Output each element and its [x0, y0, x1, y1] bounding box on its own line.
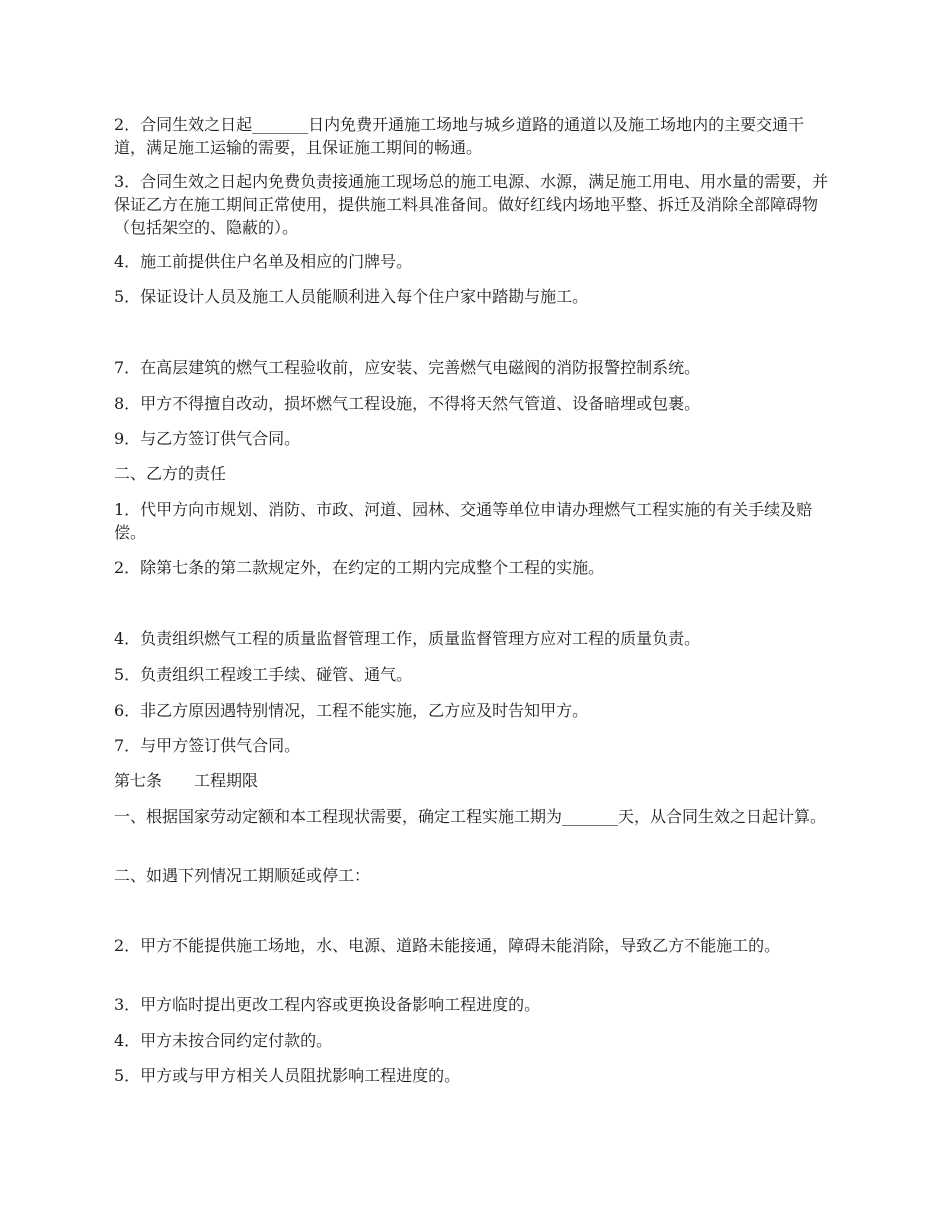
article-heading-seven: 第七条 工程期限 — [114, 771, 259, 790]
paragraph-party-a-duty-3: 3．合同生效之日起内免费负责接通施工现场总的施工电源、水源，满足施工用电、用水量的需要，并保证乙方在施工期间正常使用，提供施工料具准备间。做好红线内场地平整、拆迁及消除全部障碍物（包括架空的、隐蔽的）。 — [114, 172, 829, 237]
paragraph-party-b-duty-6: 6．非乙方原因遇特别情况，工程不能实施，乙方应及时告知甲方。 — [114, 701, 589, 720]
paragraph-party-a-duty-4: 4．施工前提供住户名单及相应的门牌号。 — [114, 252, 413, 271]
paragraph-term-2: 二、如遇下列情况工期顺延或停工： — [114, 866, 371, 885]
paragraph-party-b-duty-2: 2．除第七条的第二款规定外，在约定的工期内完成整个工程的实施。 — [114, 558, 605, 577]
paragraph-party-a-duty-9: 9．与乙方签订供气合同。 — [114, 429, 301, 448]
paragraph-party-a-duty-2: 2．合同生效之日起_______日内免费开通施工场地与城乡道路的通道以及施工场地内的主要交通干道，满足施工运输的需要，且保证施工期间的畅通。 — [114, 115, 805, 157]
paragraph-party-b-duty-5: 5．负责组织工程竣工手续、碰管、通气。 — [114, 665, 413, 684]
paragraph-party-b-duty-1: 1．代甲方向市规划、消防、市政、河道、园林、交通等单位申请办理燃气工程实施的有关手续及赔偿。 — [114, 500, 813, 542]
paragraph-term-1: 一、根据国家劳动定额和本工程现状需要，确定工程实施工期为_______天，从合同生效之日起计算。 — [114, 807, 827, 826]
paragraph-party-b-duty-4: 4．负责组织燃气工程的质量监督管理工作，质量监督管理方应对工程的质量负责。 — [114, 629, 701, 648]
paragraph-party-a-duty-8: 8．甲方不得擅自改动，损坏燃气工程设施，不得将天然气管道、设备暗埋或包裹。 — [114, 394, 701, 413]
paragraph-delay-2: 2．甲方不能提供施工场地，水、电源、道路未能接通，障碍未能消除，导致乙方不能施工的。 — [114, 936, 781, 955]
paragraph-party-a-duty-7: 7．在高层建筑的燃气工程验收前，应安装、完善燃气电磁阀的消防报警控制系统。 — [114, 358, 701, 377]
paragraph-party-a-duty-5: 5．保证设计人员及施工人员能顺利进入每个住户家中踏勘与施工。 — [114, 287, 589, 306]
paragraph-delay-3: 3．甲方临时提出更改工程内容或更换设备影响工程进度的。 — [114, 995, 541, 1014]
paragraph-party-b-duty-7: 7．与甲方签订供气合同。 — [114, 736, 301, 755]
paragraph-delay-4: 4．甲方未按合同约定付款的。 — [114, 1031, 333, 1050]
paragraph-delay-5: 5．甲方或与甲方相关人员阻扰影响工程进度的。 — [114, 1066, 461, 1085]
section-heading-party-b: 二、乙方的责任 — [114, 464, 227, 483]
